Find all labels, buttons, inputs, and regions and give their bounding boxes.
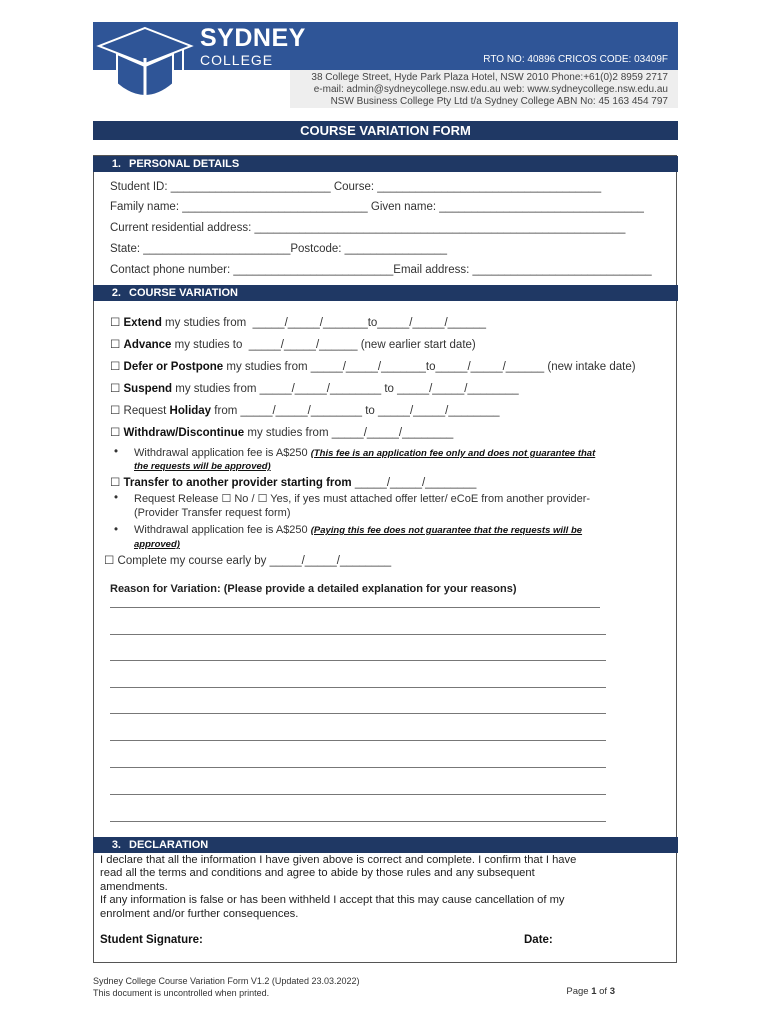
withdraw-fee-note-cont: [134, 460, 271, 472]
fee-text: Withdrawal application fee is A$250: [134, 447, 311, 459]
declaration-text: read all the terms and conditions and agree to abide by those rules and any subsequent: [100, 867, 535, 879]
section-label: DECLARATION: [129, 839, 209, 851]
option-text: _____/_____/________: [351, 477, 477, 489]
section-personal-details: [93, 156, 678, 172]
graduation-cap-logo-icon: [95, 24, 195, 108]
release-request-text[interactable]: Request Release ☐ No / ☐ Yes, if yes must attached offer letter/ eCoE from another provider-: [134, 493, 591, 505]
fee-note: (Paying this fee does not guarantee that the requests will be: [310, 525, 583, 536]
date-label: Date:: [524, 934, 553, 946]
checkbox-icon[interactable]: ☐: [104, 555, 115, 567]
page-label: Page: [566, 986, 592, 997]
declaration-text: If any information is false or has been withheld I accept that this may cause cancellation of my: [100, 894, 565, 906]
option-label: Extend: [123, 317, 162, 329]
declaration-text: I declare that all the information I have given above is correct and complete. I confirm that I have: [100, 854, 577, 866]
footer-version: Sydney College Course Variation Form V1.2 (Updated 23.03.2022): [93, 976, 360, 986]
defer-option[interactable]: [110, 359, 636, 373]
option-text: my studies from _____/_____/_______to_____/_____/______: [161, 317, 487, 329]
release-request-text-cont: (Provider Transfer request form): [134, 507, 291, 519]
state-postcode-field[interactable]: State: _______________________Postcode: ________________: [110, 243, 448, 255]
option-text: Complete my course early by _____/_____/________: [117, 555, 392, 567]
advance-option[interactable]: [110, 337, 476, 351]
college-address: 38 College Street, Hyde Park Plaza Hotel, NSW 2010 Phone:+61(0)2 8959 2717: [311, 72, 668, 83]
fee-text: Withdrawal application fee is A$250: [134, 524, 311, 536]
form-title: COURSE VARIATION FORM: [93, 121, 678, 140]
name-field[interactable]: Family name: _____________________________ Given name: ________________________________: [110, 201, 644, 213]
fee-note: approved): [134, 539, 180, 550]
reason-line[interactable]: [110, 794, 606, 795]
page-current: 1: [591, 986, 597, 997]
option-label: Withdraw/Discontinue: [123, 427, 245, 439]
section-declaration: [93, 837, 678, 853]
student-signature-label: Student Signature:: [100, 934, 203, 946]
reason-line[interactable]: [110, 687, 606, 688]
college-contact: e-mail: admin@sydneycollege.nsw.edu.au web: www.sydneycollege.nsw.edu.au: [313, 84, 668, 95]
option-label: Transfer to another provider starting from: [123, 477, 352, 489]
option-prefix: Request: [123, 405, 170, 417]
rto-code: RTO NO: 40896 CRICOS CODE: 03409F: [483, 54, 668, 65]
page-of: of: [596, 986, 610, 997]
reason-line[interactable]: [110, 607, 600, 608]
option-label: Defer or Postpone: [123, 361, 224, 373]
bullet-icon: •: [114, 524, 119, 536]
checkbox-icon[interactable]: ☐: [110, 317, 121, 329]
option-text: my studies from _____/_____/_______to_____/_____/______ (new intake date): [223, 361, 636, 373]
section-number: 2.: [111, 287, 121, 299]
option-text: from _____/_____/________ to _____/_____/________: [211, 405, 500, 417]
option-text: my studies to _____/_____/______ (new earlier start date): [171, 339, 476, 351]
extend-option[interactable]: [110, 315, 486, 329]
reason-line[interactable]: [110, 634, 606, 635]
withdraw-option[interactable]: [110, 425, 453, 439]
checkbox-icon[interactable]: ☐: [110, 427, 121, 439]
address-field[interactable]: Current residential address: __________________________________________________________: [110, 222, 626, 234]
withdraw-fee-text: [134, 447, 595, 459]
checkbox-icon[interactable]: ☐: [110, 383, 121, 395]
fee-note: the requests will be approved): [134, 461, 271, 472]
transfer-fee-text: [134, 524, 582, 536]
option-label: Advance: [123, 339, 172, 351]
brand-name: SYDNEY: [200, 24, 306, 52]
brand-subname: COLLEGE: [200, 52, 274, 68]
reason-title: Reason for Variation: (Please provide a detailed explanation for your reasons): [110, 583, 517, 595]
checkbox-icon[interactable]: ☐: [110, 477, 121, 489]
page-number: [566, 986, 615, 997]
page-total: 3: [609, 986, 615, 997]
bullet-icon: •: [114, 492, 119, 504]
section-number: 3.: [111, 839, 121, 851]
declaration-text: amendments.: [100, 881, 168, 893]
section-course-variation: [93, 285, 678, 301]
section-number: 1.: [111, 158, 121, 170]
reason-line[interactable]: [110, 740, 606, 741]
suspend-option[interactable]: [110, 381, 519, 395]
college-abn: NSW Business College Pty Ltd t/a Sydney College ABN No: 45 163 454 797: [330, 96, 668, 107]
reason-line[interactable]: [110, 713, 606, 714]
footer-disclaimer: This document is uncontrolled when printed.: [93, 988, 270, 998]
reason-line[interactable]: [110, 660, 606, 661]
student-id-course-field[interactable]: Student ID: _________________________ Course: ___________________________________: [110, 181, 602, 193]
section-label: PERSONAL DETAILS: [129, 158, 240, 170]
reason-line[interactable]: [110, 767, 606, 768]
declaration-text: enrolment and/or further consequences.: [100, 908, 299, 920]
section-label: COURSE VARIATION: [129, 287, 238, 299]
phone-email-field[interactable]: Contact phone number: _________________________Email address: ____________________________: [110, 264, 652, 276]
option-label: Suspend: [123, 383, 173, 395]
transfer-option[interactable]: [110, 475, 476, 489]
bullet-icon: •: [114, 446, 119, 458]
option-text: my studies from _____/_____/________: [244, 427, 454, 439]
reason-line[interactable]: [110, 821, 606, 822]
holiday-option[interactable]: [110, 403, 500, 417]
transfer-fee-note-cont: [134, 538, 180, 550]
option-text: my studies from _____/_____/________ to _____/_____/________: [172, 383, 519, 395]
checkbox-icon[interactable]: ☐: [110, 339, 121, 351]
complete-early-option[interactable]: [104, 553, 391, 567]
fee-note: (This fee is an application fee only and does not guarantee that: [310, 448, 596, 459]
checkbox-icon[interactable]: ☐: [110, 361, 121, 373]
option-label: Holiday: [169, 405, 212, 417]
checkbox-icon[interactable]: ☐: [110, 405, 121, 417]
